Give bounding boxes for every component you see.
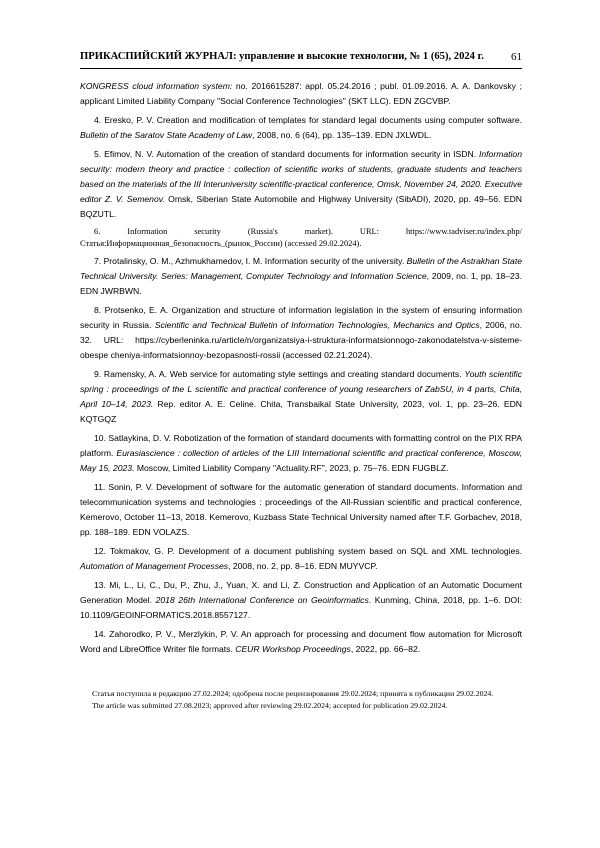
reference-item [80,79,522,109]
reference-text-segment: , 2008, no. 6 (64), pp. 135–139. EDN JXLWDL. [252,130,432,140]
journal-title: ПРИКАСПИЙСКИЙ ЖУРНАЛ: управление и высокие технологии, № 1 (65), 2024 г. [80,51,484,62]
reference-italic-segment: CEUR Workshop Proceedings [235,644,351,654]
reference-text-segment: . Kunming, China, 2018, pp. 1–6. DOI: 10.1109/GEOINFORMATICS.2018.8557127. [80,595,522,620]
reference-item [80,578,522,623]
reference-text-segment: 6. Information security (Russia's market). URL: https://www.tadviser.ru/index.php/Статья:Информационная_безопасность_(рынок_России) (accessed 29.02.2024). [80,227,522,248]
reference-text-segment: 12. Tokmakov, G. P. Development of a document publishing system based on SQL and XML technologies. [94,546,522,556]
reference-list [80,79,522,661]
reference-italic-segment: Bulletin of the Saratov State Academy of Law [80,130,253,140]
reference-text-segment: 13. Mi, L., Li, C., Du, P., Zhu, J., Yuan, X. and Li, Z. Construction and Application of an Automatic Document Generation Model. [80,580,522,605]
reference-text-segment: , 2009, no. 1, pp. 18–23. EDN JWRBWN. [80,271,522,296]
reference-italic-segment: Automation of Management Processes [80,561,229,571]
reference-italic-segment: Information security: modern theory and practice : collection of scientific works of students, graduate students and teachers based on the materials of the III Interuniversity scientific-practical conference, Omsk, November 24, 2020. Executive editor Z. V. Semenov. [80,149,522,204]
reference-italic-segment: 2018 26th International Conference on Geoinformatics [155,595,369,605]
reference-text-segment: 7. Protalinsky, O. M., Azhmukhamedov, I. M. Information security of the university. [94,256,407,266]
reference-text-segment: no. 2016615287: appl. 05.24.2016 ; publ. 01.09.2016. A. A. Dankovsky ; applicant Limited Liability Company "Social Conference Technologies" (SKT LLC). EDN ZGCVBP. [80,81,522,106]
submission-note [80,688,522,712]
reference-text-segment: 8. Protsenko, E. A. Organization and structure of information legislation in the system of ensuring information security in Russia. [80,305,522,330]
reference-item [80,480,522,540]
reference-text-segment: , 2008, no. 2, pp. 8–16. EDN MUYVCP. [228,561,378,571]
reference-text-segment: , 2006, no. 32. URL: https://cyberleninka.ru/article/n/organizatsiya-i-struktura-informatsionnogo-zakonodatelstva-v-sisteme-obespe cheniya-informatsionnoy-bezopasnosti-rossii (accessed 02.21.2024). [80,320,522,360]
reference-italic-segment: KONGRESS cloud information system: [80,81,233,91]
submission-note-en: The article was submitted 27.08.2023; approved after reviewing 29.02.2024; accepted for publication 29.02.2024. [92,701,448,710]
reference-item [80,431,522,476]
header-rule [80,68,522,69]
reference-item [80,147,522,222]
submission-note-ru: Статья поступила в редакцию 27.02.2024; одобрена после рецензирования 29.02.2024; принята к публикации 29.02.2024. [92,689,494,698]
page-number: 61 [511,51,522,63]
reference-item [80,627,522,657]
reference-text-segment: 10. Satlaykina, D. V. Robotization of the formation of standard documents with formatting control on the PIX RPA platform. [80,433,522,458]
reference-text-segment: , 2022, pp. 66–82. [350,644,421,654]
reference-italic-segment: Bulletin of the Astrakhan State Technical University. Series: Management, Computer Technology and Information Science [80,256,523,281]
reference-text-segment: Rep. editor A. E. Celine. Chita, Transbaikal State University, 2023, vol. 1, pp. 23–26. EDN KQTGQZ [80,399,522,424]
reference-italic-segment: Eurasiascience : collection of articles of the LIII International scientific and practical conference, Moscow, May 15, 2023. [80,448,522,473]
reference-text-segment: 9. Ramensky, A. A. Web service for automating style settings and creating standard documents. [94,369,465,379]
reference-item [80,113,522,143]
reference-text-segment: 14. Zahorodko, P. V., Merzlykin, P. V. An approach for processing and document flow automation for Microsoft Word and LibreOffice Writer file formats. [80,629,522,654]
reference-item [80,544,522,574]
reference-text-segment: 4. Eresko, P. V. Creation and modification of templates for standard legal documents using computer software. [94,115,522,125]
reference-item [80,303,522,363]
reference-text-segment: 11. Sonin, P. V. Development of software for the automatic generation of standard documents. Information and telecommunication systems and technologies : proceedings of the All-Russian scientific and practical conference, Kemerovo, October 11–13, 2018. Kemerovo, Kuzbass State Technical University named after T.F. Gorbachev, 2018, pp. 188–189. EDN VOLAZS. [80,482,522,537]
reference-text-segment: Omsk, Siberian State Automobile and Highway University (SibADI), 2020, pp. 49–56. EDN BQZUTL. [80,194,522,219]
reference-item [80,226,522,250]
reference-text-segment: Moscow, Limited Liability Company "Actuality.RF", 2023, p. 75–76. EDN FUGBLZ. [134,463,449,473]
reference-item [80,367,522,427]
reference-italic-segment: Youth scientific spring : proceedings of the L scientific and practical conference of young researchers of ZabSU, in 4 parts, Chita, April 10–14, 2023. [80,369,523,409]
reference-item [80,254,522,299]
reference-text-segment: 5. Efimov, N. V. Automation of the creation of standard documents for information security in ISDN. [94,149,479,159]
reference-italic-segment: Scientific and Technical Bulletin of Information Technologies, Mechanics and Optics [154,320,480,330]
